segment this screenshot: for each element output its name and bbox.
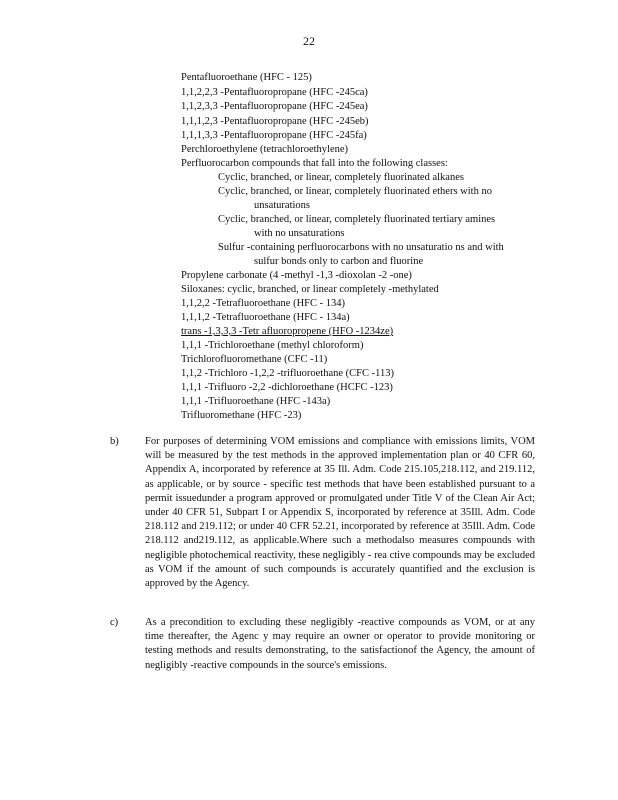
- compound-line: 1,1,1 -Trifluoroethane (HFC -143a): [181, 396, 331, 407]
- compound-subclass: Cyclic, branched, or linear, completely fluorinated alkanes: [218, 172, 464, 183]
- compound-line: 1,1,2,2,3 -Pentafluoropropane (HFC -245ca): [181, 87, 368, 98]
- compound-line: 1,1,1 -Trichloroethane (methyl chloroform): [181, 340, 364, 351]
- compound-subclass-cont: unsaturations: [254, 200, 310, 211]
- compound-subclass: Cyclic, branched, or linear, completely fluorinated tertiary amines: [218, 214, 496, 225]
- section-c-paragraph: As a precondition to excluding these negligibly -reactive compounds as VOM, or at any time thereafter, the Agenc y may require an owner or operator to provide monitoring or testing methods and results demonstrating, to the satisfactionof the Agency, the amount of negligibly -reactive compounds in the source's emissions.: [145, 617, 535, 671]
- compound-line: 1,1,1 -Trifluoro -2,2 -dichloroethane (HCFC -123): [181, 382, 393, 393]
- compound-line: Perchloroethylene (tetrachloroethylene): [181, 144, 349, 155]
- compound-line: 1,1,2 -Trichloro -1,2,2 -trifluoroethane (CFC -113): [181, 368, 394, 379]
- section-b-label: b): [110, 436, 119, 447]
- compound-subclass: Cyclic, branched, or linear, completely fluorinated ethers with no: [218, 186, 492, 197]
- compound-line-underlined: trans -1,3,3,3 -Tetr afluoropropene (HFO -1234ze): [181, 326, 394, 337]
- compound-subclass-cont: with no unsaturations: [254, 228, 345, 239]
- compound-line: Trichlorofluoromethane (CFC -11): [181, 354, 328, 365]
- compound-line: Propylene carbonate (4 -methyl -1,3 -dioxolan -2 -one): [181, 270, 412, 281]
- compound-line: 1,1,1,2,3 -Pentafluoropropane (HFC -245eb): [181, 116, 369, 127]
- compound-line: Siloxanes: cyclic, branched, or linear completely -methylated: [181, 284, 439, 295]
- compound-line: 1,1,2,3,3 -Pentafluoropropane (HFC -245ea): [181, 101, 368, 112]
- section-c-label: c): [110, 617, 119, 628]
- section-b-paragraph: For purposes of determining VOM emissions and compliance with emissions limits, VOM will be measured by the test methods in the approved implementation plan or 40 CFR 60, Appendix A, incorporated by reference at 35 Ill. Adm. Code 215.105,218.112, and 219.112, as applicable, or by source - specific test methods that have been established pursuant to a permit issuedunder a program approved or promulgated under Title V of the Clean Air Act; under 40 CFR 51, Subpart I or Appendix S, incorporated by reference at 35Ill. Adm. Code 218.112 and 219.112; or under 40 CFR 52.21, incorporated by reference at 35Ill. Adm. Code 218.112 and219.112, as applicable.Where such a methodalso measures compounds with negligible photochemical reactivity, these negligibly - rea ctive compounds may be excluded as VOM if the amount of such compounds is accurately quantified and the exclusion is approved by the Agency.: [145, 436, 535, 590]
- compound-line: 1,1,1,2 -Tetrafluoroethane (HFC - 134a): [181, 312, 350, 323]
- page-number: 22: [303, 34, 315, 48]
- compound-line: Pentafluoroethane (HFC - 125): [181, 72, 312, 83]
- compound-line: 1,1,1,3,3 -Pentafluoropropane (HFC -245fa): [181, 130, 367, 141]
- compound-line: Perfluorocarbon compounds that fall into the following classes:: [181, 158, 448, 169]
- compound-subclass-cont: sulfur bonds only to carbon and fluorine: [254, 256, 424, 267]
- compound-subclass: Sulfur -containing perfluorocarbons with no unsaturatio ns and with: [218, 242, 504, 253]
- compound-line: Trifluoromethane (HFC -23): [181, 410, 302, 421]
- compound-line: 1,1,2,2 -Tetrafluoroethane (HFC - 134): [181, 298, 346, 309]
